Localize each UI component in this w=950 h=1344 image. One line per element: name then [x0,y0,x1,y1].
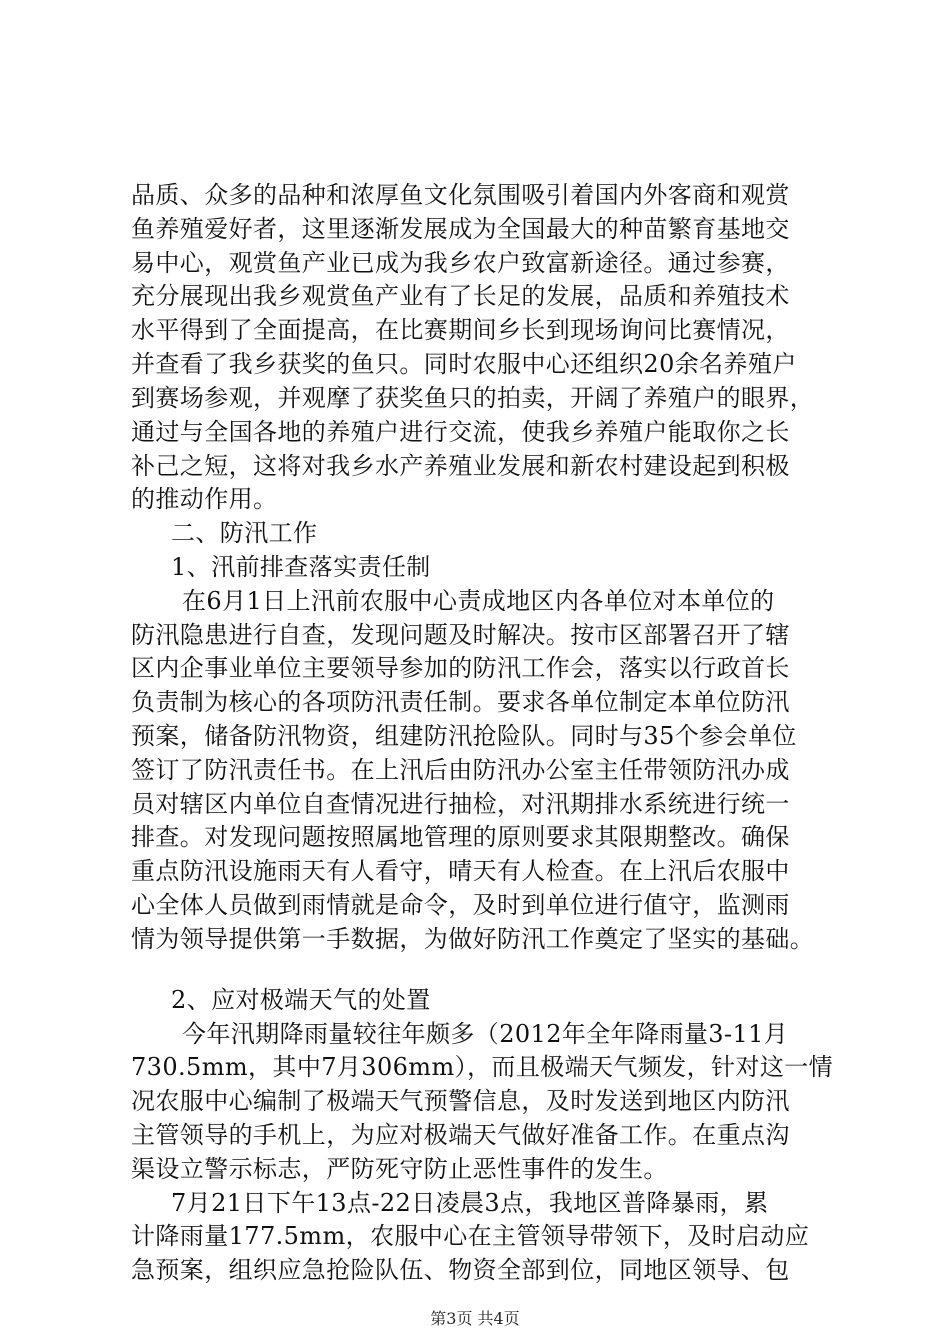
section-heading: 二、防汛工作 [171,519,318,547]
body-text-line: 今年汛期降雨量较往年颇多（2012年全年降雨量3-11月 [182,1020,789,1048]
body-text-line: 730.5mm，其中7月306mm），而且极端天气频发，针对这一情 [131,1053,834,1081]
body-text-line: 负责制为核心的各项防汛责任制。要求各单位制定本单位防汛 [131,688,790,716]
body-text-line: 并查看了我乡获奖的鱼只。同时农服中心还组织20余名养殖户 [131,350,797,378]
body-text-line: 心全体人员做到雨情就是命令，及时到单位进行值守，监测雨 [131,891,790,919]
body-text-line: 充分展现出我乡观赏鱼产业有了长足的发展，品质和养殖技术 [131,282,790,310]
body-text-line: 况农服中心编制了极端天气预警信息，及时发送到地区内防汛 [131,1087,790,1115]
body-text-line: 到赛场参观，并观摩了获奖鱼只的拍卖，开阔了养殖户的眼界， [131,384,815,412]
body-text-line: 品质、众多的品种和浓厚鱼文化氛围吸引着国内外客商和观赏 [131,181,790,209]
subsection-heading: 1、汛前排查落实责任制 [171,553,431,581]
body-text-line: 防汛隐患进行自查，发现问题及时解决。按市区部署召开了辖 [131,621,790,649]
body-text-line: 易中心，观赏鱼产业已成为我乡农户致富新途径。通过参赛， [131,249,790,277]
body-text-line: 水平得到了全面提高，在比赛期间乡长到现场询问比赛情况， [131,316,790,344]
subsection-heading: 2、应对极端天气的处置 [171,986,431,1014]
body-text-line: 渠设立警示标志，严防死守防止恶性事件的发生。 [131,1155,668,1183]
body-text-line: 排查。对发现问题按照属地管理的原则要求其限期整改。确保 [131,823,790,851]
page-footer: 第3页 共4页 [430,1309,520,1328]
body-text-line: 补己之短，这将对我乡水产养殖业发展和新农村建设起到积极 [131,452,790,480]
body-text-line: 预案，储备防汛物资，组建防汛抢险队。同时与35个参会单位 [131,722,797,750]
body-text-line: 情为领导提供第一手数据，为做好防汛工作奠定了坚实的基础。 [131,925,815,953]
body-text-line: 在6月1日上汛前农服中心责成地区内各单位对本单位的 [182,587,775,615]
body-text-line: 主管领导的手机上，为应对极端天气做好准备工作。在重点沟 [131,1121,790,1149]
body-text-line: 急预案，组织应急抢险队伍、物资全部到位，同地区领导、包 [131,1256,790,1284]
body-text-line: 员对辖区内单位自查情况进行抽检，对汛期排水系统进行统一 [131,790,790,818]
body-text-line: 区内企事业单位主要领导参加的防汛工作会，落实以行政首长 [131,654,790,682]
body-text-line: 重点防汛设施雨天有人看守，晴天有人检查。在上汛后农服中 [131,857,790,885]
body-text-line: 鱼养殖爱好者，这里逐渐发展成为全国最大的种苗繁育基地交 [131,215,790,243]
body-text-line: 7月21日下午13点-22日凌晨3点，我地区普降暴雨，累 [171,1189,769,1217]
body-text-line: 签订了防汛责任书。在上汛后由防汛办公室主任带领防汛办成 [131,756,790,784]
body-text-line: 计降雨量177.5mm，农服中心在主管领导带领下，及时启动应 [131,1222,810,1250]
body-text-line: 通过与全国各地的养殖户进行交流，使我乡养殖户能取你之长 [131,418,790,446]
body-text-line: 的推动作用。 [131,485,278,513]
